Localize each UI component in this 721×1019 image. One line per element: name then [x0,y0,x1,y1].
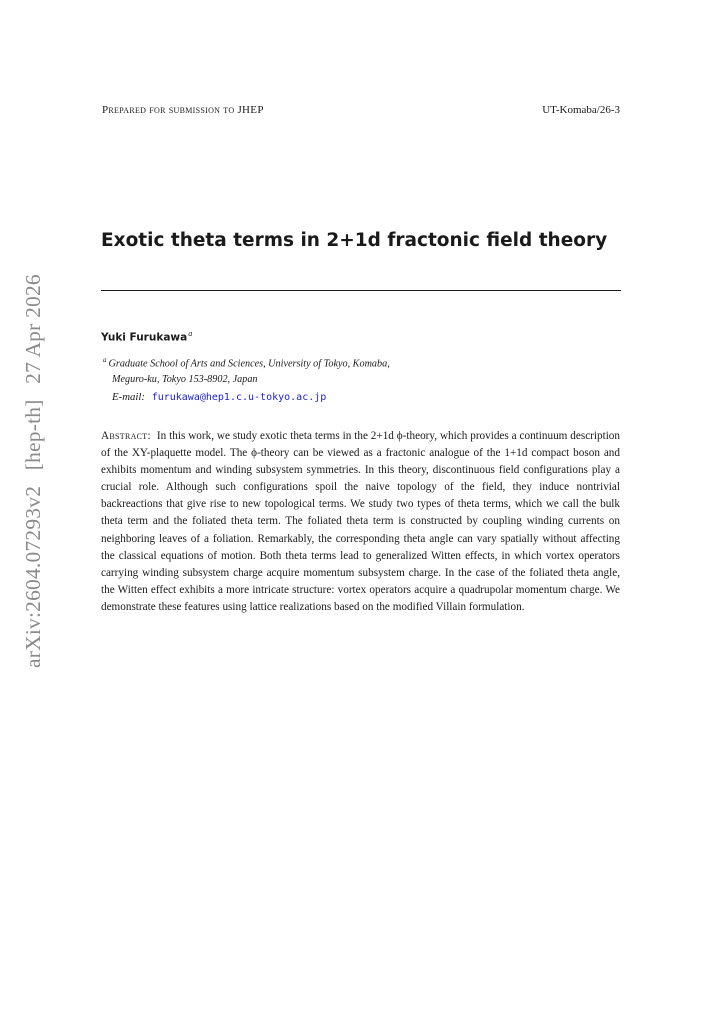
affiliation-mark: a [103,356,107,364]
paper-title: Exotic theta terms in 2+1d fractonic field theory [101,230,608,251]
arxiv-stamp [18,274,48,668]
email-label: E-mail: [112,391,145,403]
abstract [101,428,620,616]
report-number: UT-Komaba/26-3 [542,104,620,116]
author [101,329,192,344]
affiliation-line1: Graduate School of Arts and Sciences, University of Tokyo, Komaba, [108,358,390,370]
affiliation-line2: Meguro-ku, Tokyo 153-8902, Japan [112,374,258,386]
email [112,391,326,403]
email-link[interactable]: furukawa@hep1.c.u-tokyo.ac.jp [151,392,327,403]
abstract-text: In this work, we study exotic theta terms in the 2+1d ϕ-theory, which provides a continuum description of the XY-plaquette model. The ϕ-theory can be viewed as a fractonic analogue of the 1+1d compact boson and exhibits momentum and winding subsystem symmetries. In this theory, discontinuous field configurations play a crucial role. Although such configurations spoil the naive topology of the field, they induce nontrivial backreactions that give rise to new topological terms. We study two types of theta terms, which we call the bulk theta term and the foliated theta term. The foliated theta term is constructed by coupling winding currents on neighboring leaves of a foliation. Remarkably, the corresponding theta angle can vary spatially without affecting the classical equations of motion. Both theta terms lead to generalized Witten effects, in which vortex operators carrying winding subsystem charge acquire momentum subsystem charge. In the case of the foliated theta angle, the Witten effect exhibits a more intricate structure: vortex operators acquire a quadrupolar momentum charge. We demonstrate these features using lattice realizations based on the modified Villain formulation. [101,430,620,613]
author-name: Yuki Furukawa [101,331,188,344]
title-rule [101,290,621,291]
arxiv-category: [hep-th] [21,399,45,471]
abstract-heading: Abstract: [101,430,151,442]
journal-note: Prepared for submission to JHEP [102,104,264,116]
author-affil-mark: a [188,329,193,338]
arxiv-date: 27 Apr 2026 [21,274,45,384]
affiliation [103,352,390,388]
arxiv-id: arXiv:2604.07293v2 [21,485,45,668]
